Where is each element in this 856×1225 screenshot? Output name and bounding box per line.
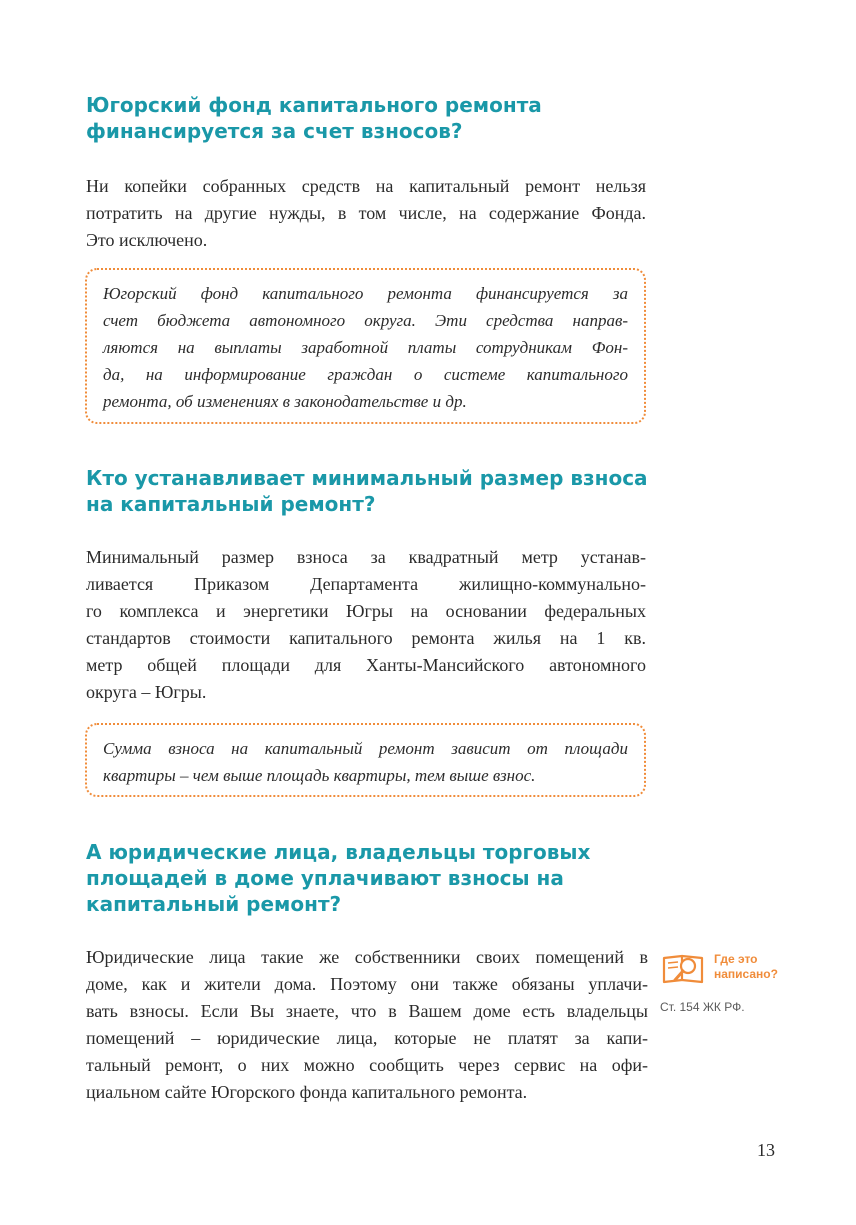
sidebar-title-line: Где это <box>714 952 758 966</box>
law-reference: Ст. 154 ЖК РФ. <box>660 1000 745 1014</box>
body-line: помещений – юридические лица, которые не платят за капи- <box>86 1028 648 1048</box>
book-magnifier-icon <box>660 950 708 986</box>
note-line: квартиры – чем выше площадь квартиры, тем выше взнос. <box>103 766 536 785</box>
section-1-body <box>86 173 646 254</box>
section-2-note <box>85 723 646 797</box>
section-2-body <box>86 544 646 706</box>
note-line: Сумма взноса на капитальный ремонт зависит от площади <box>103 739 628 758</box>
body-line: стандартов стоимости капитального ремонта жилья на 1 кв. <box>86 628 646 648</box>
body-line: Юридические лица такие же собственники своих помещений в <box>86 947 648 967</box>
section-1-note <box>85 268 646 424</box>
note-line: ляются на выплаты заработной платы сотрудникам Фон- <box>103 338 628 357</box>
body-line: циальном сайте Югорского фонда капитального ремонта. <box>86 1082 528 1102</box>
body-line: ливается Приказом Департамента жилищно-коммунально- <box>86 574 646 594</box>
sidebar-title-line: написано? <box>714 967 778 981</box>
body-line: доме, как и жители дома. Поэтому они также обязаны уплачи- <box>86 974 648 994</box>
heading-line: капитальный ремонт? <box>86 892 342 916</box>
heading-line: Кто устанавливает минимальный размер взноса <box>86 466 648 490</box>
heading-line: на капитальный ремонт? <box>86 492 376 516</box>
body-line: тальный ремонт, о них можно сообщить через сервис на офи- <box>86 1055 648 1075</box>
body-line: округа – Югры. <box>86 682 207 702</box>
note-line: да, на информирование граждан о системе капитального <box>103 365 628 384</box>
section-3-body <box>86 944 648 1106</box>
body-line: го комплекса и энергетики Югры на основании федеральных <box>86 601 646 621</box>
body-line: Минимальный размер взноса за квадратный метр устанав- <box>86 547 646 567</box>
sidebar-title <box>714 952 814 982</box>
heading-line: А юридические лица, владельцы торговых <box>86 840 591 864</box>
body-line: вать взносы. Если Вы знаете, что в Вашем доме есть владельцы <box>86 1001 648 1021</box>
note-line: Югорский фонд капитального ремонта финансируется за <box>103 284 628 303</box>
heading-line: финансируется за счет взносов? <box>86 119 463 143</box>
body-line: Ни копейки собранных средств на капитальный ремонт нельзя <box>86 176 646 196</box>
note-line: ремонта, об изменениях в законодательстве и др. <box>103 392 467 411</box>
page-number: 13 <box>757 1140 775 1160</box>
body-line: потратить на другие нужды, в том числе, на содержание Фонда. <box>86 203 646 223</box>
body-line: метр общей площади для Ханты-Мансийского автономного <box>86 655 646 675</box>
body-line: Это исключено. <box>86 230 208 250</box>
section-3-heading <box>86 839 666 917</box>
section-2-heading <box>86 465 666 517</box>
heading-line: Югорский фонд капитального ремонта <box>86 93 542 117</box>
section-1-heading <box>86 92 666 144</box>
heading-line: площадей в доме уплачивают взносы на <box>86 866 564 890</box>
note-line: счет бюджета автономного округа. Эти средства направ- <box>103 311 628 330</box>
